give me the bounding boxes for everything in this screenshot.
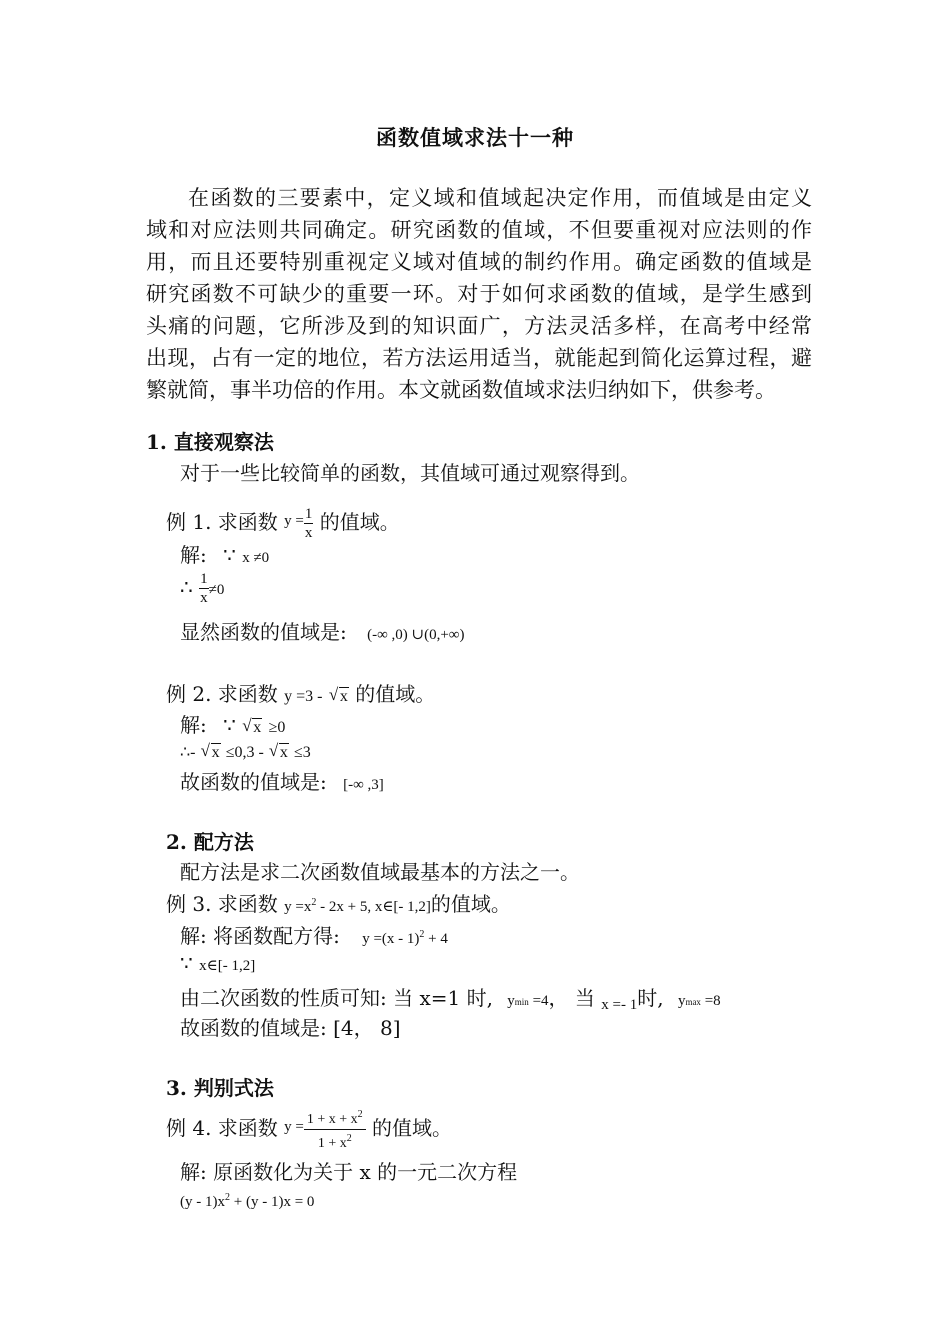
y-symbol: y [677, 993, 686, 1009]
fraction [304, 1106, 366, 1153]
exponent: 2 [357, 1109, 363, 1120]
example-3-solution [180, 920, 448, 949]
example-3-range: 故函数的值域是: [4， 8] [180, 1016, 401, 1040]
y-symbol: y [507, 993, 515, 1009]
example-2-range [180, 766, 384, 795]
range-text: 故函数的值域是: [180, 770, 327, 794]
y-min [507, 993, 548, 1009]
square-root [268, 741, 289, 762]
intro-line: 繁就简，事半功倍的作用。本文就函数值域求法归纳如下，供参考。 [146, 378, 776, 402]
formula-tail: - 2x + 5, x∈[- 1,2] [316, 899, 431, 915]
example-1-solution [180, 539, 269, 568]
page-title: 函数值域求法十一种 [376, 125, 574, 150]
fraction-numerator: 1 [304, 506, 313, 522]
section-heading-2: 2. 配方法 [166, 830, 254, 854]
because-symbol: ∵ [180, 951, 193, 975]
example-suffix: 的值域。 [319, 510, 400, 534]
radical-sign-icon: √ [268, 741, 279, 760]
solution-label: 解: [180, 543, 207, 567]
intro-paragraph [146, 182, 812, 406]
example-1-range [180, 616, 465, 645]
example-suffix: 的值域。 [430, 892, 511, 916]
radicand: x [211, 744, 220, 761]
example-1 [166, 505, 400, 542]
radical-sign-icon: √ [328, 685, 339, 704]
section-2-description: 配方法是求二次函数值域最基本的方法之一。 [180, 860, 580, 884]
example-2 [166, 678, 435, 707]
example-3 [166, 888, 511, 917]
formula-tail: + (y - 1)x = 0 [230, 1194, 315, 1210]
intro-line: 出现，占有一定的地位，若方法运用适当，就能起到简化运算过程，避 [146, 346, 812, 370]
formula: ≤0,3 - [225, 744, 264, 761]
y-max-value: =8 [700, 993, 721, 1009]
example-4-equation [180, 1192, 314, 1211]
example-suffix: 的值域。 [372, 1116, 453, 1140]
property-text: 由二次函数的性质可知: 当 x=1 时, [180, 986, 493, 1010]
range-value: [-∞ ,3] [343, 777, 384, 793]
x-value: x =- 1 [601, 997, 638, 1013]
formula: ∴- [180, 744, 196, 761]
formula [284, 899, 431, 915]
square-root [200, 741, 221, 762]
exponent: 2 [225, 1192, 230, 1203]
formula-head: y =x [284, 899, 312, 915]
radicand: x [253, 719, 262, 736]
fraction-numerator: 1 [200, 571, 208, 587]
fraction-denominator [304, 1129, 366, 1153]
time-text: 时, [637, 986, 664, 1010]
square-root [242, 716, 262, 737]
solution-label: 解: [180, 713, 207, 737]
example-3-property [180, 982, 721, 1011]
formula: ≤3 [294, 744, 311, 761]
formula-head: y =(x - 1) [362, 931, 420, 947]
exponent: 2 [419, 929, 425, 940]
because-symbol: ∵ [223, 543, 236, 567]
condition: ≥0 [268, 719, 286, 736]
example-label: 例 1. 求函数 [166, 510, 278, 534]
condition: x ≠0 [242, 550, 270, 566]
example-suffix: 的值域。 [355, 682, 436, 706]
formula-tail: + 4 [424, 931, 448, 947]
section-1-description: 对于一些比较简单的函数，其值域可通过观察得到。 [180, 461, 640, 485]
exponent: 2 [311, 897, 317, 908]
therefore-symbol: ∴ [180, 575, 193, 599]
denominator-text: 1 + x [317, 1136, 347, 1151]
condition: x∈[- 1,2] [199, 958, 256, 974]
fraction-numerator [304, 1106, 366, 1129]
section-heading-1: 1. 直接观察法 [146, 430, 274, 454]
intro-line: 头痛的问题，它所涉及到的知识面广，方法灵活多样，在高考中经常 [146, 314, 812, 338]
fraction [199, 570, 209, 607]
intro-line: 在函数的三要素中，定义域和值域起决定作用，而值域是由定义 [188, 186, 812, 210]
radicand: x [279, 744, 288, 761]
exponent: 2 [346, 1133, 352, 1144]
formula: y =3 - [284, 688, 323, 705]
section-heading-3: 3. 判别式法 [166, 1076, 274, 1100]
intro-line: 域和对应法则共同确定。研究函数的值域，不但要重视对应法则的作 [146, 218, 812, 242]
formula-head: (y - 1)x [180, 1194, 225, 1210]
example-4-solution: 解: 原函数化为关于 x 的一元二次方程 [180, 1160, 518, 1184]
example-2-step [180, 742, 311, 762]
condition: ≠0 [208, 582, 225, 598]
example-label: 例 2. 求函数 [166, 682, 278, 706]
subscript: max [685, 997, 701, 1007]
radical-sign-icon: √ [242, 716, 252, 735]
radical-sign-icon: √ [200, 741, 210, 760]
formula-y: y = [284, 1119, 304, 1135]
intro-line: 研究函数不可缺少的重要一环。对于如何求函数的值域，是学生感到 [146, 282, 812, 306]
formula-y: y = [284, 513, 304, 529]
solution-label: 解: 将函数配方得: [180, 924, 340, 948]
example-3-condition [180, 951, 255, 975]
example-2-solution [180, 709, 285, 738]
because-symbol: ∵ [223, 713, 236, 737]
fraction-denominator: x [304, 525, 313, 541]
formula [362, 931, 448, 947]
fraction-denominator: x [200, 590, 208, 606]
fraction [304, 505, 314, 542]
example-4 [166, 1106, 452, 1153]
range-text: 显然函数的值域是: [180, 620, 347, 644]
y-min-value: =4 [528, 993, 549, 1009]
example-label: 例 3. 求函数 [166, 892, 278, 916]
range-value: (-∞ ,0) ∪(0,+∞) [367, 627, 465, 643]
example-1-step [180, 570, 224, 607]
intro-line: 用，而且还要特别重视定义域对值域的制约作用。确定函数的值域是 [146, 250, 812, 274]
radicand: x [339, 688, 348, 705]
subscript: min [514, 997, 529, 1007]
numerator-text: 1 + x + x [306, 1112, 358, 1127]
square-root [328, 685, 349, 706]
y-max [678, 993, 721, 1009]
separator-text: ， 当 [548, 986, 595, 1010]
example-label: 例 4. 求函数 [166, 1116, 278, 1140]
